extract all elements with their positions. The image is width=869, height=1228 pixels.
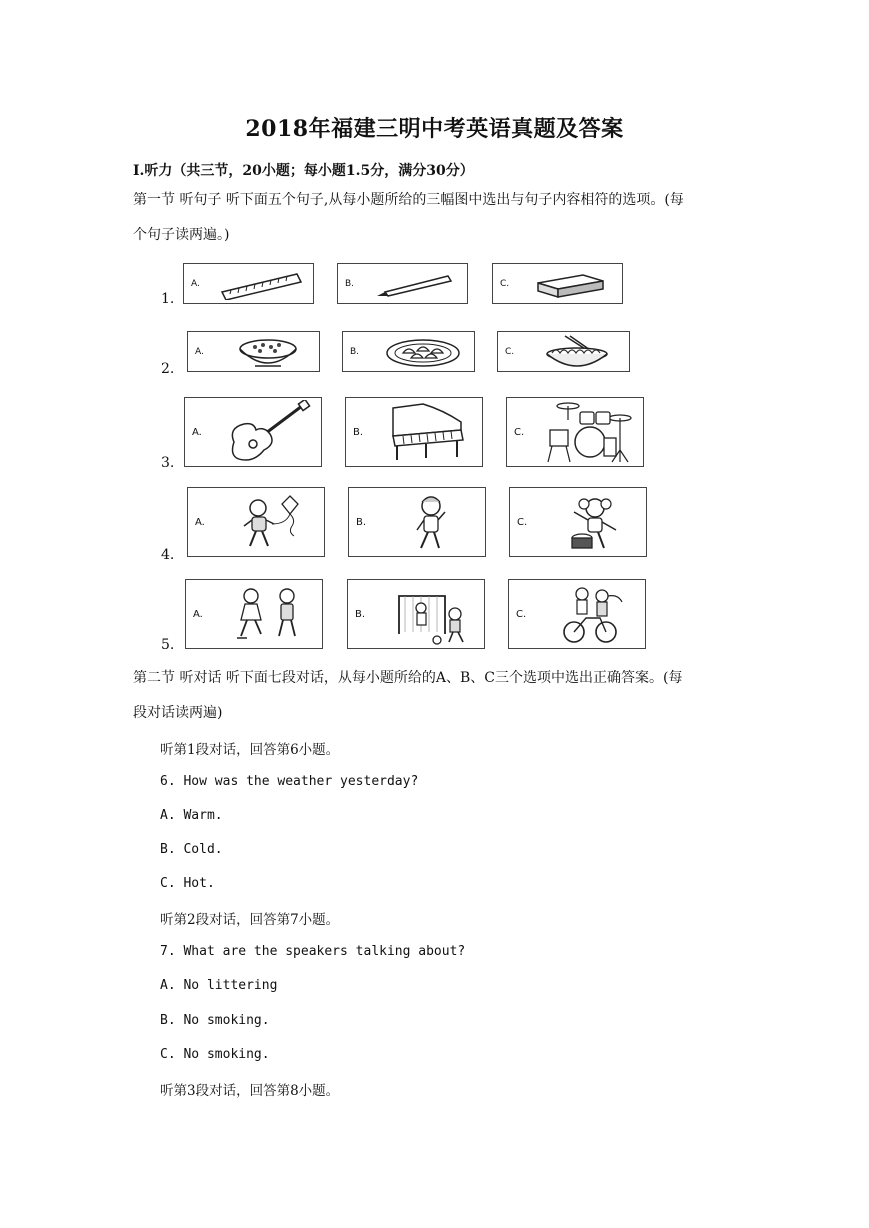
- option-box[interactable]: A.: [187, 487, 325, 557]
- option-box[interactable]: C.: [497, 331, 630, 372]
- question-number: 4.: [161, 547, 175, 563]
- dialogue-instruction: 听第2段对话，回答第7小题。: [160, 912, 340, 928]
- part2-intro: [133, 661, 753, 731]
- part1-intro: [133, 183, 753, 253]
- option-box[interactable]: A.: [184, 397, 322, 467]
- option-box[interactable]: C.: [508, 579, 646, 649]
- ruler-icon: [219, 270, 304, 300]
- option-box[interactable]: B.: [347, 579, 485, 649]
- section-heading: Ⅰ.听力（共三节，20小题；每小题1.5分，满分30分）: [133, 163, 474, 179]
- option-box[interactable]: C.: [506, 397, 644, 467]
- answer-option[interactable]: C. No smoking.: [160, 1047, 270, 1062]
- answer-option[interactable]: B. Cold.: [160, 842, 223, 857]
- dialogue-instruction: 听第1段对话，回答第6小题。: [160, 742, 340, 758]
- rice-bowl-icon: [233, 335, 303, 370]
- part2-intro-line2: 段对话读两遍): [133, 705, 223, 721]
- option-box[interactable]: A.: [187, 331, 320, 372]
- boy-flying-kite-icon: [228, 490, 318, 555]
- part1-intro-line2: 个句子读两遍。): [133, 227, 230, 243]
- question-number: 5.: [161, 637, 175, 653]
- option-box[interactable]: B.: [348, 487, 486, 557]
- option-box[interactable]: B.: [342, 331, 475, 372]
- guitar-icon: [220, 400, 315, 465]
- option-box[interactable]: B.: [345, 397, 483, 467]
- boy-waving-icon: [389, 490, 479, 555]
- kids-soccer-icon: [383, 582, 478, 647]
- question-text: 7. What are the speakers talking about?: [160, 944, 466, 959]
- eraser-icon: [528, 271, 613, 299]
- girl-with-drum-icon: [550, 490, 640, 555]
- kids-cycling-icon: [544, 582, 639, 647]
- kids-skating-icon: [221, 582, 316, 647]
- option-box[interactable]: A.: [183, 263, 314, 304]
- option-box[interactable]: A.: [185, 579, 323, 649]
- piano-icon: [381, 400, 476, 465]
- noodles-icon: [540, 334, 615, 371]
- answer-option[interactable]: B. No smoking.: [160, 1013, 270, 1028]
- dialogue-instruction: 听第3段对话，回答第8小题。: [160, 1083, 340, 1099]
- option-box[interactable]: C.: [492, 263, 623, 304]
- option-box[interactable]: C.: [509, 487, 647, 557]
- part1-intro-line1: 第一节 听句子 听下面五个句子,从每小题所给的三幅图中选出与句子内容相符的选项。(每: [133, 192, 684, 208]
- question-number: 1.: [161, 291, 175, 307]
- question-number: 2.: [161, 361, 175, 377]
- option-box[interactable]: B.: [337, 263, 468, 304]
- question-number: 3.: [161, 455, 175, 471]
- pencil-icon: [373, 272, 458, 298]
- question-text: 6. How was the weather yesterday?: [160, 774, 419, 789]
- dumplings-icon: [383, 337, 463, 369]
- page-title: 2018年福建三明中考英语真题及答案: [245, 116, 624, 142]
- answer-option[interactable]: A. No littering: [160, 978, 278, 993]
- answer-option[interactable]: C. Hot.: [160, 876, 215, 891]
- part2-intro-line1: 第二节 听对话 听下面七段对话，从每小题所给的A、B、C三个选项中选出正确答案。(每: [133, 670, 683, 686]
- drums-icon: [542, 400, 637, 465]
- answer-option[interactable]: A. Warm.: [160, 808, 223, 823]
